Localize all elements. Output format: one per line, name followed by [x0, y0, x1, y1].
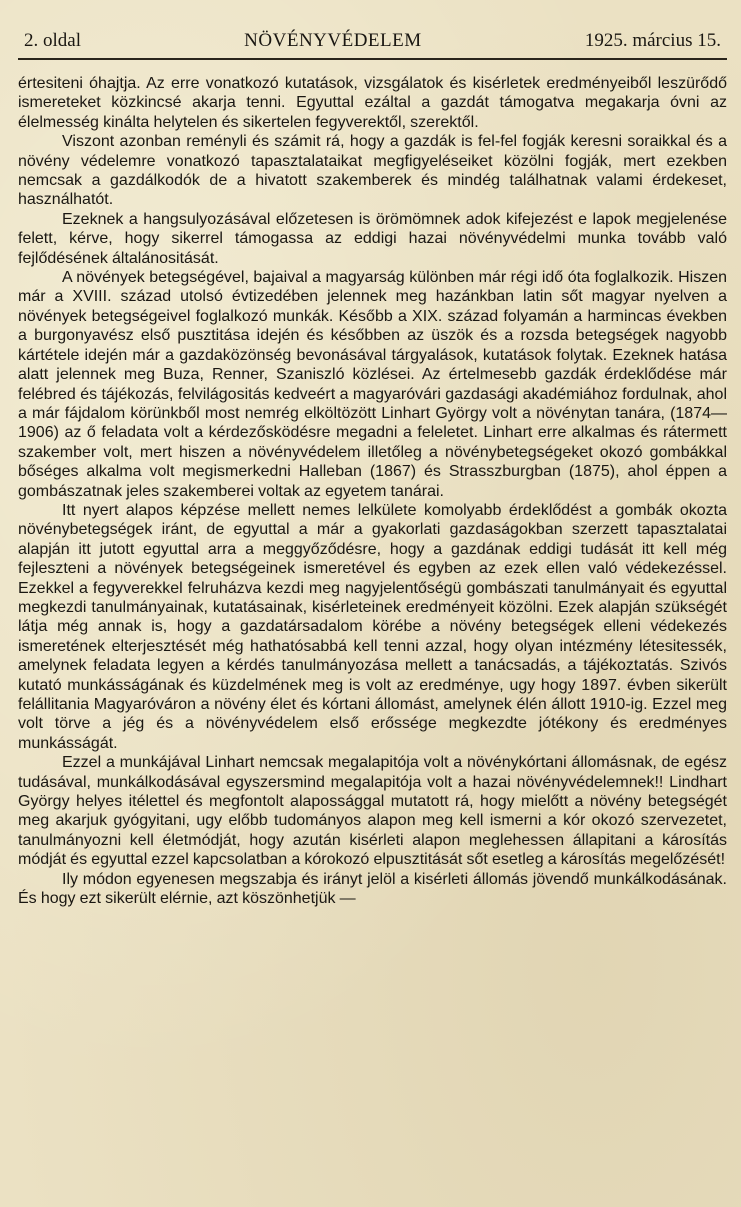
article-body: [18, 74, 727, 908]
publication-title: NÖVÉNYVÉDELEM: [244, 30, 422, 51]
paragraph: értesiteni óhajtja. Az erre vonatkozó kutatások, vizsgálatok és kisérletek eredményeiből leszürődő ismereteket közkincsé akarja tenni. Egyuttal ezáltal a gazdát támogatva megakarja óvni az élelmesség kinálta helytelen és sikertelen fegyverektől, szerektől.: [18, 75, 727, 131]
paragraph: Ezzel a munkájával Linhart nemcsak megalapitója volt a növénykórtani állomásnak, de egész tudásával, munkálkodásával egyszersmind megalapitója volt a hazai növényvédelemnek!! Lindhart György helyes itélettel és megfontolt alapossággal mutatott rá, hogy mielőtt a növény betegségét meg akarjuk gyógyitani, ugy előbb tudományos alapon meg kell ismerni a kór okozó szervezetet, tanulmányozni kell életmódját, hogy azután kisérleti alapon meglehessen állapitani a károsítás módját és egyuttal ezzel kapcsolatban a kórokozó elpusztitását sőt esetleg a károsítás megelőzését!: [18, 754, 727, 869]
header-rule: [18, 58, 727, 60]
paragraph: Viszont azonban reményli és számit rá, hogy a gazdák is fel-fel fogják keresni soraikkal és a növény védelemre vonatkozó tapasztalataikat megfigyeléseiket közölni fogják, mert ezekben nemcsak a gazdálkodók de a hivatott szakemberek és mindég találhatnak valami érdekeset, használhatót.: [18, 133, 727, 209]
paragraph: Ezeknek a hangsulyozásával előzetesen is örömömnek adok kifejezést e lapok megjelenése felett, kérve, hogy sikerrel támogassa az eddigi hazai növényvédelmi munka tovább való fejlődésének általánositását.: [18, 210, 727, 267]
paragraph: A növények betegségével, bajaival a magyarság különben már régi idő óta foglalkozik. Hiszen már a XVIII. század utolsó évtizedében jelennek meg hazánkban latin sőt magyar nyelven a növények betegségeivel foglalkozó munkák. Később a XIX. század folyamán a harmincas években a burgonyavész első pusztitása idején és későbben az üszök és a rozsda betegségek nagyobb kártétele idején már a gazdaközönség bevonásával tárgyalások, kutatások folytak. Ezeknek hatása alatt jelennek meg Buza, Renner, Szaniszló közlései. Az értelmesebb gazdák érdeklődése már felébred és tájékozás, felvilágositás kedveért a magyaróvári gazdasági akadémiához fordulnak, ahol a már fájdalom körünkből most nemrég elköltözött Linhart György volt a növénytan tanára, (1874—1906) az ő feladata volt a kérdezősködésre megadni a feleletet. Linhart erre alkalmas és rátermett szakember volt, mert hiszen a növényvédelem illetőleg a növénybetegségeket okozó gombákkal bőséges alkalma volt megismerkedni Halleban (1867) és Strasszburgban (1875), ahol éppen a gombászatnak jeles szakemberei voltak az egyetem tanárai.: [18, 269, 727, 500]
paragraph: Ily módon egyenesen megszabja és irányt jelöl a kisérleti állomás jövendő munkálkodásának. És hogy ezt sikerült elérnie, azt köszönhetjük —: [18, 870, 727, 908]
paragraph: Itt nyert alapos képzése mellett nemes lelkülete komolyabb érdeklődést a gombák okozta növénybetegségek iránt, de egyuttal a már a gyakorlati gazdaságokban szerzett tapasztalatai alapján itt jutott egyuttal arra a meggyőződésre, hogy a gazdának eddigi tudását itt kell még fejleszteni a növények betegségeinek ismeretével és egyben az ezek ellen való védekezéssel. Ezekkel a fegyverekkel felruházva kezdi meg nagyjelentőségü gombászati tanulmányait és egyuttal megkezdi tanulmányainak, kutatásainak, kisérleteinek eredményeit közölni. Ezek alapján szükségét látja még annak is, hogy a gazdatársadalom körébe a növény betegségek elleni védekezés ismeretének elterjesztését még hathatósabbá kell tenni azzal, hogy olyan intézmény létesitessék, amelynek feladata legyen a kérdés tanulmányozása mellett a tanácsadás, a tájékoztatás. Szivós kutató munkásságának és küzdelmének meg is volt az eredménye, ugy hogy 1897. évben sikerült felállitania Magyaróváron a növény élet és kórtani állomást, amelynek élén állott 1910-ig. Ezzel meg volt törve a jég és a növényvédelem első erőssége megkezdte jótékony és eredményes munkásságát.: [18, 501, 727, 752]
page-number: 2. oldal: [24, 30, 81, 51]
issue-date: 1925. március 15.: [584, 30, 721, 51]
page-header: [18, 30, 727, 52]
